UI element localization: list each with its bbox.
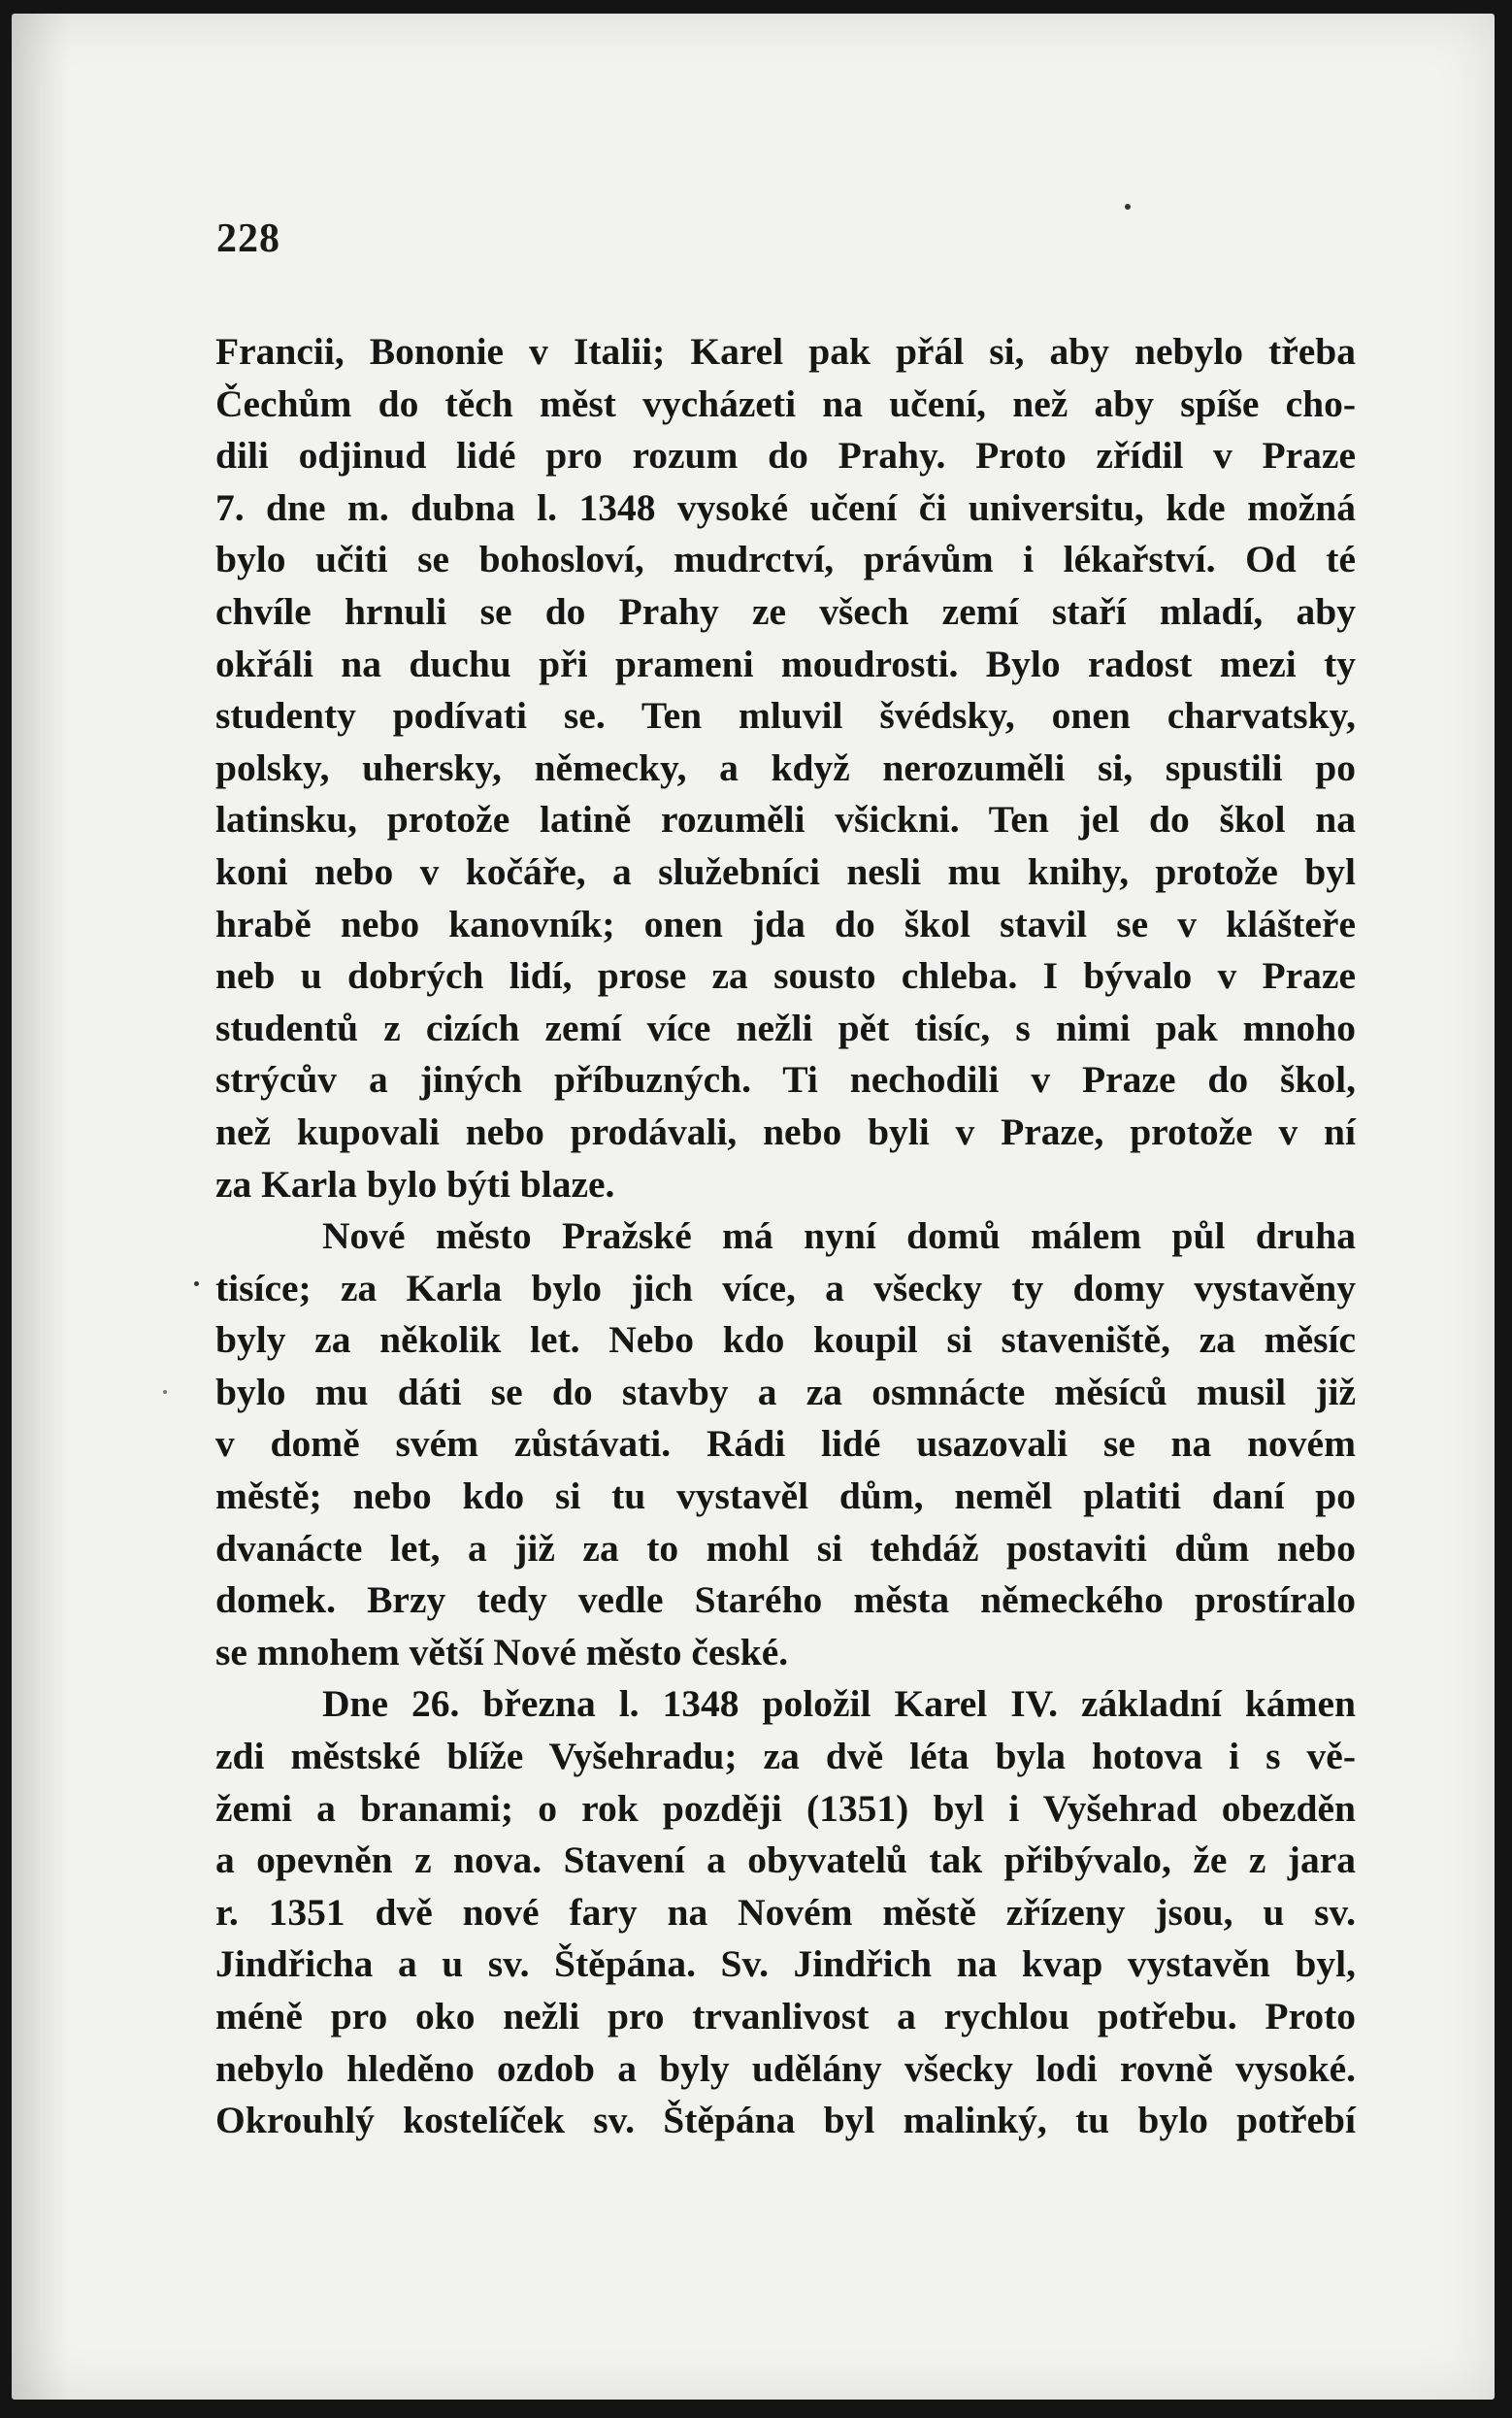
text-line: domek. Brzy tedy vedle Starého města německého prostíralo [215,1578,1356,1622]
text-line: studenty podívati se. Ten mluvil švédsky, onen charvatsky, [215,694,1356,738]
text-line: se mnohem větší Nové město české. [215,1630,789,1673]
text-line: zdi městské blíže Vyšehradu; za dvě léta byla hotova i s vě- [215,1735,1356,1778]
text-line: městě; nebo kdo si tu vystavěl dům, neměl platiti daní po [215,1474,1356,1518]
text-line: Francii, Bononie v Italii; Karel pak přál si, aby nebylo třeba [215,330,1356,373]
text-line: r. 1351 dvě nové fary na Novém městě zřízeny jsou, u sv. [215,1890,1356,1934]
gutter-shadow [12,14,70,2400]
text-line: koni nebo v kočáře, a služebníci nesli mu knihy, protože byl [215,849,1356,893]
text-line: hrabě nebo kanovník; onen jda do škol stavil se v klášteře [215,902,1356,945]
text-line: za Karla bylo býti blaze. [215,1162,615,1206]
paper-speck [163,1390,167,1394]
text-line: dvanácte let, a již za to mohl si tehdáž postaviti dům nebo [215,1526,1356,1570]
paper-speck [1125,204,1131,210]
text-line: Čechům do těch měst vycházeti na učení, než aby spíše cho- [215,381,1356,425]
page-number: 228 [216,216,280,261]
text-line: 7. dne m. dubna l. 1348 vysoké učení či universitu, kde možná [215,485,1356,529]
text-line: bylo mu dáti se do stavby a za osmnácte měsíců musil již [215,1370,1356,1413]
text-line: byly za několik let. Nebo kdo koupil si staveniště, za měsíc [215,1318,1356,1362]
text-line: dili odjinud lidé pro rozum do Prahy. Proto zřídil v Praze [215,434,1356,478]
text-line: tisíce; za Karla bylo jich více, a všecky ty domy vystavěny [215,1266,1356,1309]
text-line: latinsku, protože latině rozuměli všickni. Ten jel do škol na [215,798,1356,842]
text-line: než kupovali nebo prodávali, nebo byli v Praze, protože v ní [215,1110,1356,1153]
text-line: Jindřicha a u sv. Štěpána. Sv. Jindřich na kvap vystavěn byl, [215,1942,1356,1986]
text-line: okřáli na duchu při prameni moudrosti. Bylo radost mezi ty [215,642,1356,685]
text-line: studentů z cizích zemí více nežli pět tisíc, s nimi pak mnoho [215,1006,1356,1049]
text-line: žemi a branami; o rok později (1351) byl i Vyšehrad obezděn [215,1786,1356,1830]
text-line: neb u dobrých lidí, prose za sousto chleba. I bývalo v Praze [215,954,1356,998]
text-line: v domě svém zůstávati. Rádi lidé usazovali se na novém [215,1422,1356,1466]
text-line: a opevněn z nova. Stavení a obyvatelů tak přibývalo, že z jara [215,1838,1356,1882]
text-line: polsky, uhersky, německy, a když nerozuměli si, spustili po [215,745,1356,789]
text-line: Nové město Pražské má nyní domů málem půl druha [322,1214,1356,1258]
text-line: strýcův a jiných příbuzných. Ti nechodili v Praze do škol, [215,1058,1356,1102]
body-text [215,326,1356,2147]
text-line: bylo učiti se bohosloví, mudrctví, právům i lékařství. Od té [215,538,1356,581]
text-line: chvíle hrnuli se do Prahy ze všech zemí staří mladí, aby [215,589,1356,633]
text-line: Dne 26. března l. 1348 položil Karel IV. základní kámen [322,1682,1356,1726]
text-line: nebylo hleděno ozdob a byly udělány všecky lodi rovně vysoké. [215,2046,1356,2090]
text-line: Okrouhlý kostelíček sv. Štěpána byl malinký, tu bylo potřebí [215,2099,1356,2142]
paper-speck [194,1281,199,1286]
text-line: méně pro oko nežli pro trvanlivost a rychlou potřebu. Proto [215,1995,1356,2037]
